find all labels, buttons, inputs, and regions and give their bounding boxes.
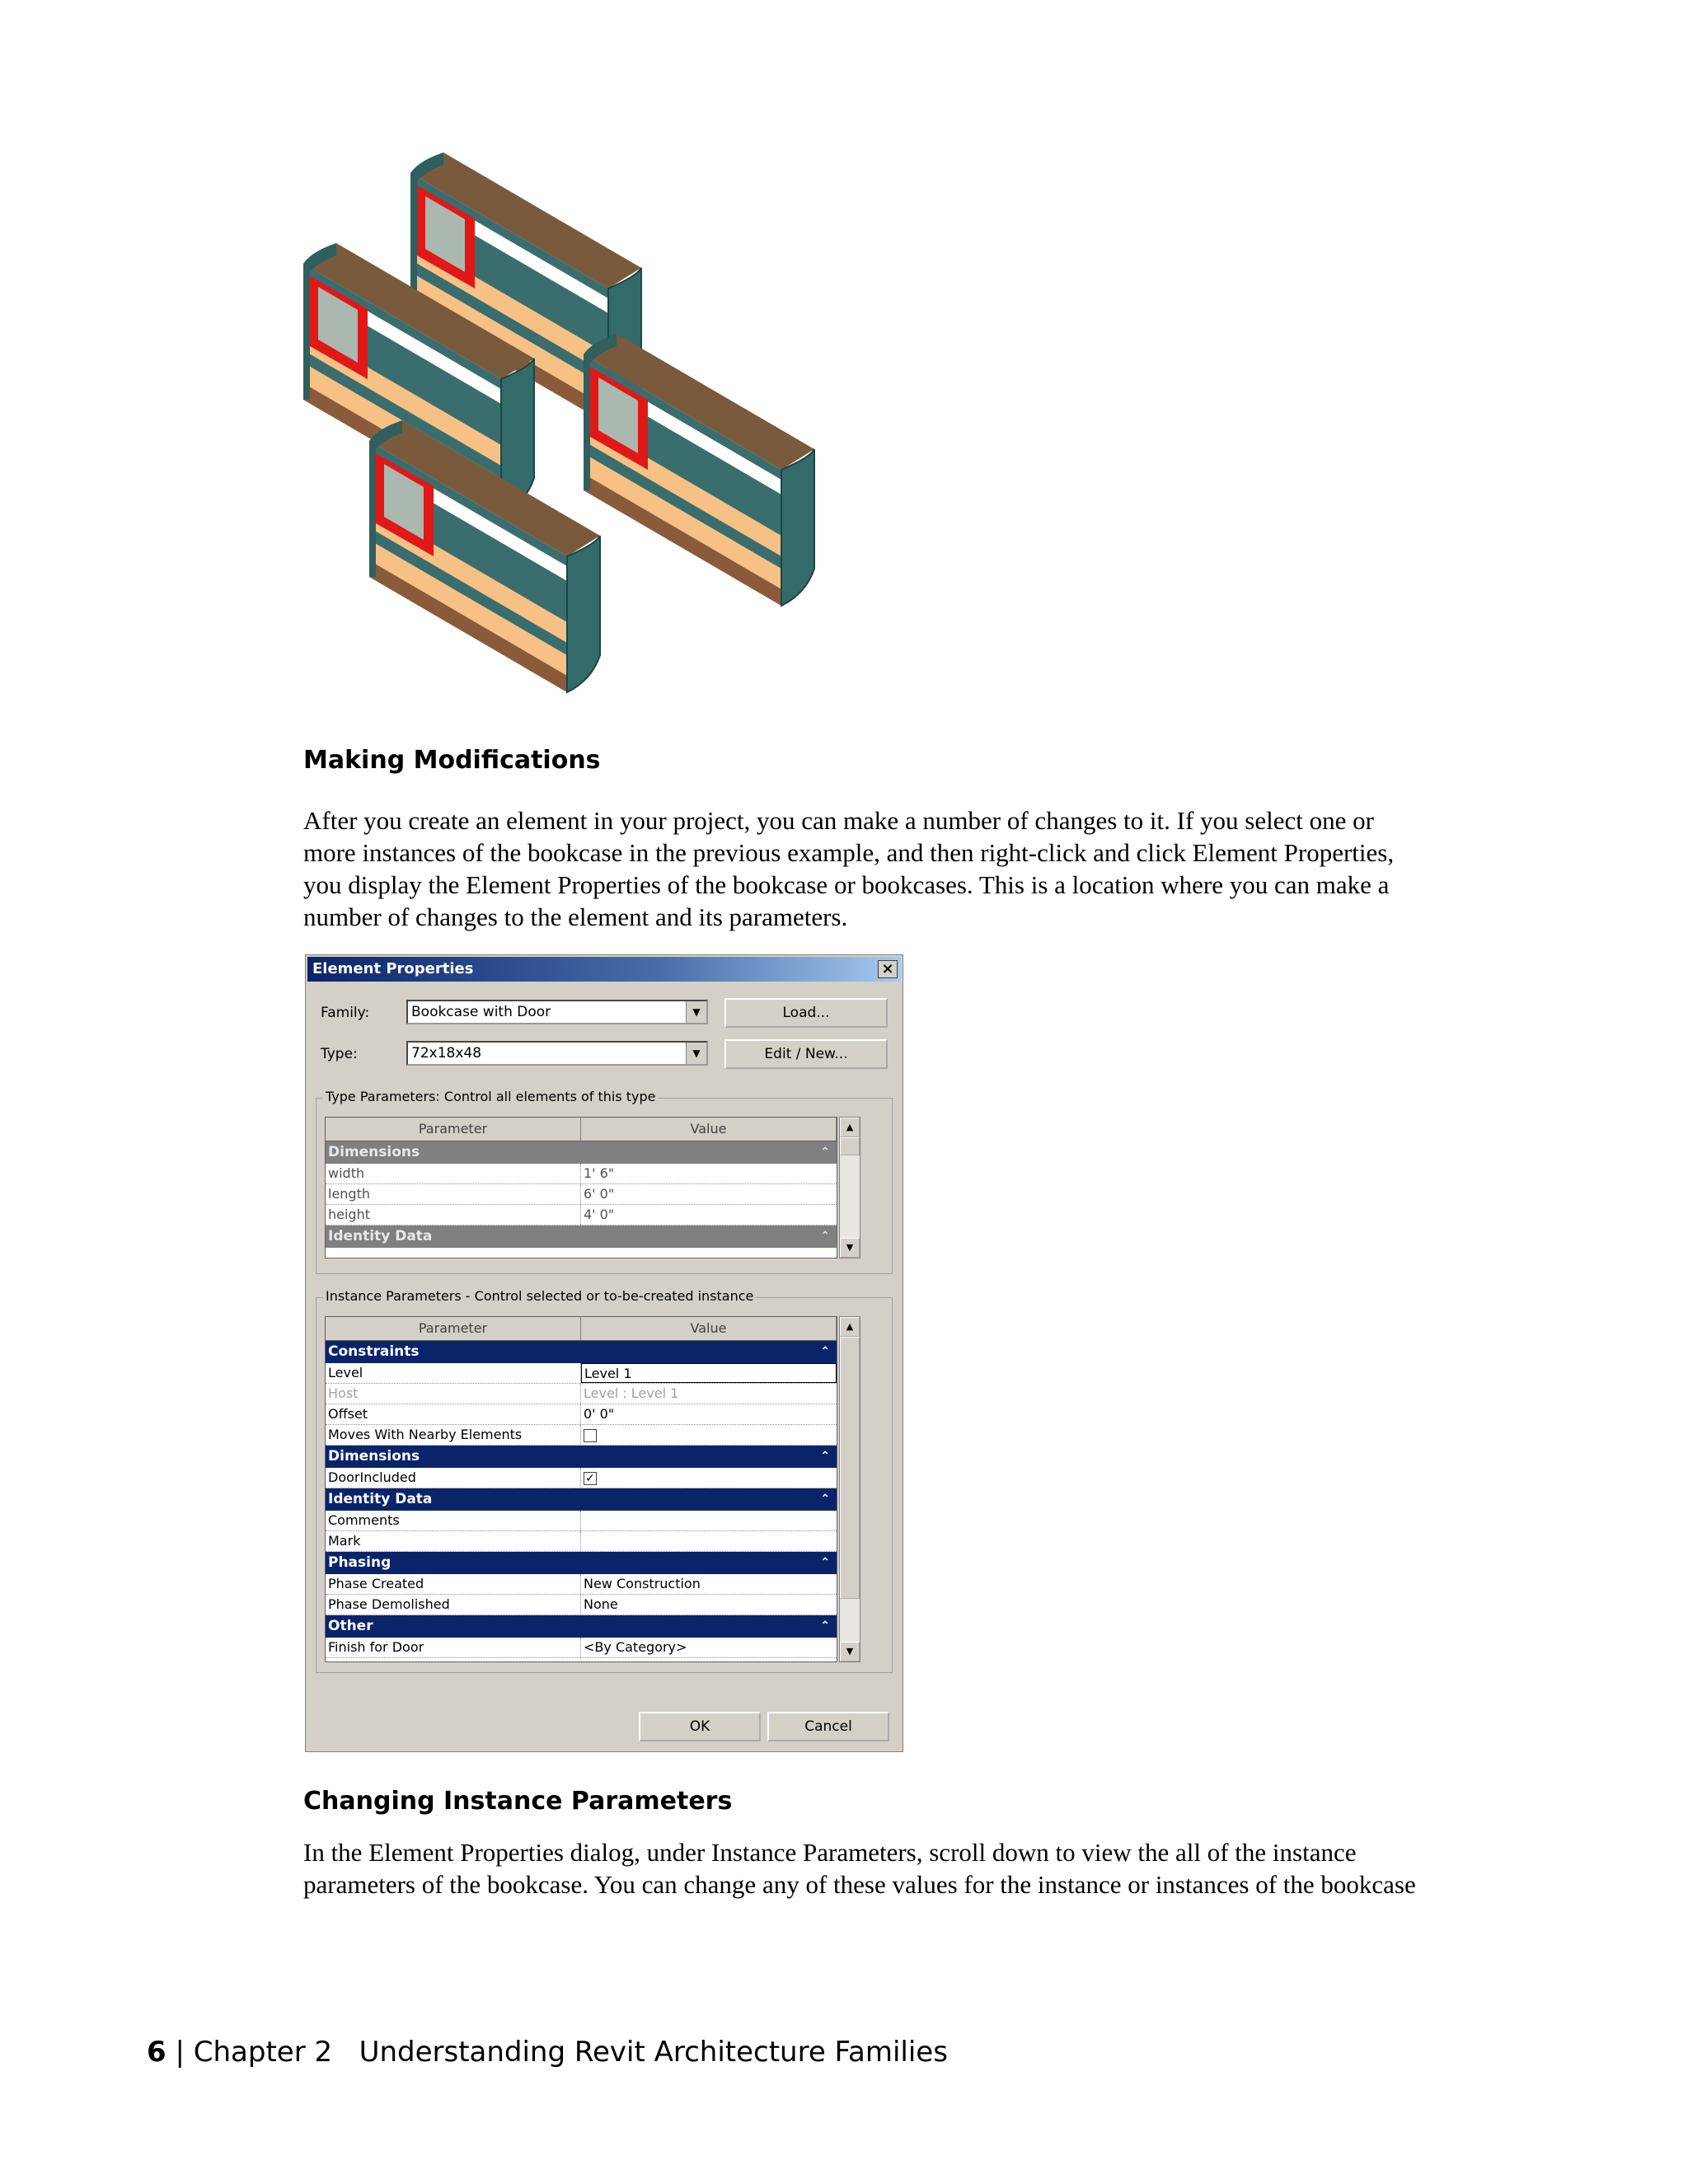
level-value-field[interactable]: Level 1 [581, 1363, 837, 1383]
table-row[interactable]: Finish for Door <By Category> [326, 1638, 837, 1658]
chevron-down-icon[interactable]: ▼ [686, 1001, 706, 1023]
table-row[interactable]: length 6' 0" [326, 1184, 837, 1205]
close-icon[interactable]: × [878, 960, 898, 978]
family-select[interactable] [406, 1000, 708, 1024]
edit-new-button[interactable]: Edit / New... [724, 1039, 888, 1069]
grid-header [326, 1118, 837, 1141]
dialog-title: Element Properties [312, 960, 474, 977]
collapse-icon[interactable]: ⌃ [820, 1619, 830, 1633]
cancel-button[interactable]: Cancel [767, 1712, 889, 1741]
load-button[interactable]: Load... [724, 998, 888, 1028]
category-other[interactable]: Other ⌃ [326, 1615, 837, 1638]
family-label: Family: [321, 1005, 370, 1021]
footer-chapter: Chapter 2 [193, 2036, 333, 2069]
bookcase-illustration [303, 140, 839, 724]
collapse-icon[interactable]: ⌃ [820, 1345, 830, 1358]
column-header-parameter[interactable]: Parameter [326, 1118, 581, 1141]
scroll-thumb[interactable] [840, 1137, 860, 1155]
footer-title: Understanding Revit Architecture Families [359, 2036, 948, 2069]
family-value: Bookcase with Door [411, 1004, 551, 1020]
category-identity-data[interactable]: Identity Data ⌃ [326, 1488, 837, 1511]
table-row[interactable]: Mark [326, 1531, 837, 1552]
table-row[interactable]: DoorIncluded ✓ [326, 1468, 837, 1488]
footer-separator: | [166, 2036, 194, 2069]
table-row[interactable]: Level Level 1 [326, 1363, 837, 1384]
table-row[interactable]: Comments [326, 1511, 837, 1531]
category-dimensions[interactable]: Dimensions ⌃ [326, 1141, 837, 1164]
table-row[interactable]: width 1' 6" [326, 1164, 837, 1184]
table-row[interactable]: height 4' 0" [326, 1205, 837, 1226]
element-properties-dialog [305, 954, 903, 1752]
section-paragraph-instance-parameters: In the Element Properties dialog, under Instance Parameters, scroll down to view the all of the instance parameters of the bookcase. You can change any of these values for the instance or instances of the bookcase [303, 1838, 1416, 1899]
table-row[interactable]: Moves With Nearby Elements [326, 1425, 837, 1446]
scroll-thumb[interactable] [840, 1337, 860, 1599]
type-parameters-group [316, 1089, 893, 1274]
collapse-icon[interactable]: ⌃ [820, 1493, 830, 1506]
category-phasing[interactable]: Phasing ⌃ [326, 1552, 837, 1574]
table-row[interactable]: Phase Created New Construction [326, 1574, 837, 1595]
collapse-icon[interactable]: ⌃ [820, 1450, 830, 1463]
type-value: 72x18x48 [411, 1045, 482, 1062]
column-header-value[interactable]: Value [581, 1118, 837, 1141]
ok-button[interactable]: OK [639, 1712, 761, 1741]
table-row[interactable]: Offset 0' 0" [326, 1404, 837, 1425]
table-row: Host Level : Level 1 [326, 1384, 837, 1404]
chevron-down-icon[interactable]: ▼ [686, 1043, 706, 1064]
instance-parameters-title: Instance Parameters - Control selected or to-be-created instance [323, 1288, 756, 1304]
type-select[interactable] [406, 1041, 708, 1066]
section-heading-instance-parameters: Changing Instance Parameters [303, 1787, 733, 1816]
moves-with-nearby-checkbox[interactable] [584, 1429, 597, 1442]
instance-params-scrollbar[interactable] [839, 1316, 860, 1662]
column-header-value[interactable]: Value [581, 1317, 837, 1340]
section-heading-modifications: Making Modifications [303, 746, 601, 775]
scroll-down-icon[interactable]: ▼ [840, 1642, 860, 1661]
instance-parameters-group [316, 1288, 893, 1673]
type-parameters-title: Type Parameters: Control all elements of this type [323, 1089, 659, 1104]
collapse-icon[interactable]: ⌃ [820, 1146, 830, 1159]
scroll-up-icon[interactable]: ▲ [840, 1317, 860, 1337]
door-included-checkbox[interactable]: ✓ [584, 1472, 597, 1485]
dialog-title-bar [307, 957, 901, 982]
section-paragraph-modifications: After you create an element in your project, you can make a number of changes to it. If you select one or more instances of the bookcase in the previous example, and then right-click and click Element Properties, you display the Element Properties of the bookcase or bookcases. This is a location where you can make a number of changes to the element and its parameters. [303, 806, 1395, 931]
type-params-scrollbar[interactable] [839, 1117, 860, 1258]
collapse-icon[interactable]: ⌃ [820, 1230, 830, 1243]
category-dimensions[interactable]: Dimensions ⌃ [326, 1446, 837, 1468]
type-parameters-grid [325, 1117, 837, 1258]
page-number: 6 [147, 2036, 166, 2069]
category-identity-data[interactable]: Identity Data ⌃ [326, 1226, 837, 1248]
scroll-up-icon[interactable]: ▲ [840, 1118, 860, 1137]
instance-parameters-grid [325, 1316, 837, 1662]
scroll-down-icon[interactable]: ▼ [840, 1238, 860, 1258]
type-label: Type: [321, 1046, 358, 1062]
page-footer [147, 2036, 948, 2069]
table-row[interactable]: Phase Demolished None [326, 1595, 837, 1615]
category-constraints[interactable]: Constraints ⌃ [326, 1341, 837, 1363]
grid-header [326, 1317, 837, 1341]
column-header-parameter[interactable]: Parameter [326, 1317, 581, 1340]
collapse-icon[interactable]: ⌃ [820, 1556, 830, 1569]
